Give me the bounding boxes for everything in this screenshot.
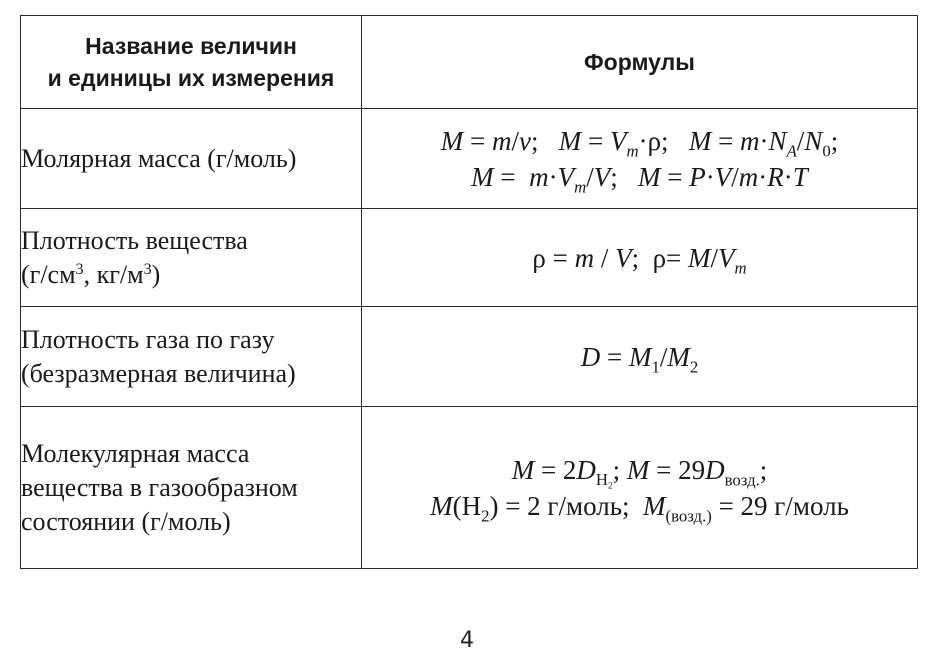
- quantity-name-line: ($г/см^3$, $кг/м^3$): [21, 259, 161, 289]
- quantity-name-line: состоянии (г/моль): [21, 506, 231, 536]
- table-row-molar-mass: [21, 109, 918, 209]
- quantity-name-line: Молекулярная масса: [21, 438, 250, 468]
- formula-line: $M(H_2) = 2$ г/моль; $M_{(возд.)} = 29$ г/моль: [430, 490, 849, 526]
- quantity-name: [21, 407, 362, 569]
- quantity-name-line: Плотность вещества: [21, 225, 248, 255]
- table-row-density: [21, 209, 918, 307]
- formula-cell: [362, 407, 918, 569]
- quantity-name-line: (безразмерная величина): [21, 358, 296, 388]
- formula-line: M = m/ν; $M = V_m\cdot\rho$; $M = m\cdot N_A/N_0$;: [440, 125, 839, 161]
- quantity-name-line: Плотность газа по газу: [21, 324, 275, 354]
- formula-cell: [362, 109, 918, 209]
- header-formulas: Формулы: [362, 16, 918, 109]
- page-number: 4: [460, 628, 474, 653]
- header-quantity-name-line1: Название величин: [85, 33, 297, 59]
- table-header-row: [21, 16, 918, 109]
- formula-line: $M = 2D_{H_2}$; $M = 29D_{возд.}$;: [511, 454, 768, 491]
- formula-cell: [362, 307, 918, 407]
- quantity-name: Молярная масса (г/моль): [21, 109, 362, 209]
- formula-line: $D = M_1/M_2$: [580, 341, 699, 377]
- quantity-name: [21, 307, 362, 407]
- formula-line: $M = m\cdot V_m/V$; M = P·V/m·R·T: [471, 161, 808, 197]
- formula-table: [20, 15, 918, 569]
- formula-cell: [362, 209, 918, 307]
- table-row-gas-density: [21, 307, 918, 407]
- header-quantity-name: [21, 16, 362, 109]
- table-row-molecular-mass: [21, 407, 918, 569]
- quantity-name-line: вещества в газообразном: [21, 472, 298, 502]
- formula-line: ρ = m / V; $\rho= M/V_m$: [532, 242, 747, 278]
- quantity-name: [21, 209, 362, 307]
- header-quantity-name-line2: и единицы их измерения: [47, 65, 335, 91]
